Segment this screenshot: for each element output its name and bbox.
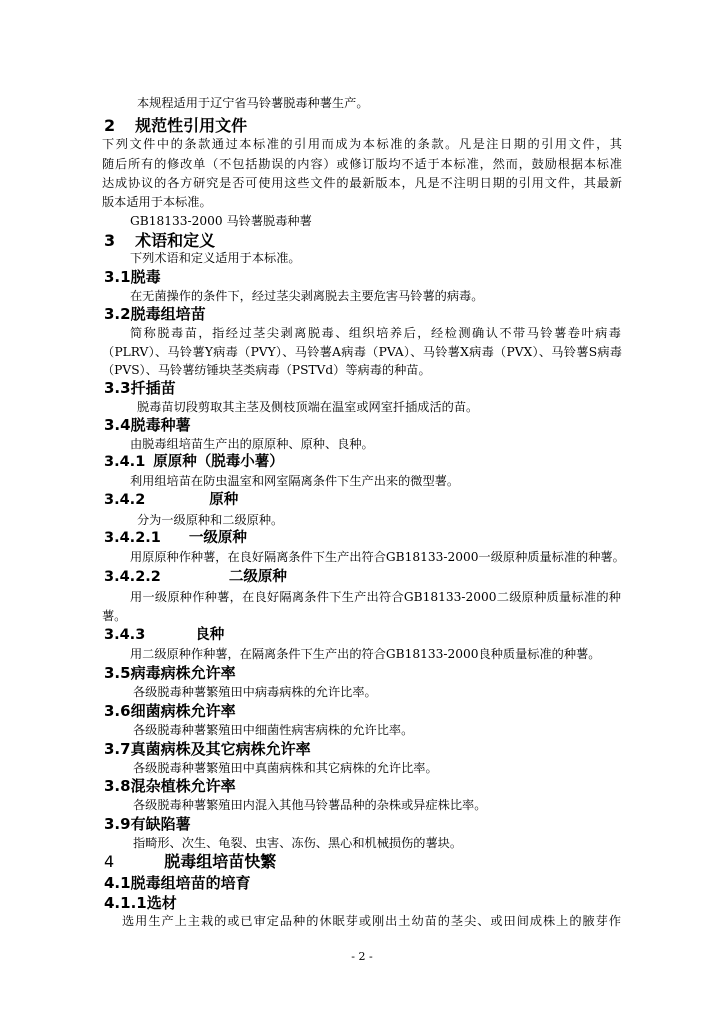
term-definition: 指畸形、次生、龟裂、虫害、冻伤、黑心和机械损伤的薯块。 — [133, 836, 463, 850]
term-definition: 用原原种作种薯，在良好隔离条件下生产出符合GB18133-2000一级原种质量标准的种薯。 — [130, 550, 625, 564]
term-heading: 3.6细菌病株允许率 — [104, 702, 236, 720]
term-heading — [104, 453, 284, 472]
term-heading: 3.1脱毒 — [104, 268, 161, 286]
term-heading: 3.5病毒病株允许率 — [104, 664, 236, 682]
paragraph-line: 达成协议的各方研究是否可使用这些文件的最新版本，凡是不注明日期的引用文件，其最新 — [102, 176, 622, 190]
section-title: 脱毒组培苗快繁 — [164, 852, 277, 871]
term-definition: 各级脱毒种薯繁殖田中细菌性病害病株的允许比率。 — [133, 723, 414, 737]
paragraph-line: 选用生产上主栽的或已审定品种的休眠芽或刚出土幼苗的茎尖、或田间成株上的腋芽作 — [122, 914, 621, 928]
section-intro: 下列术语和定义适用于本标准。 — [130, 251, 301, 265]
paragraph-line: 随后所有的修改单（不包括勘误的内容）或修订版均不适于本标准，然而，鼓励根据本标准 — [102, 157, 622, 171]
section-2-heading — [104, 116, 247, 136]
term-number: 3.4.2.2 — [104, 569, 161, 585]
term-definition: 简称脱毒苗，指经过茎尖剥离脱毒、组织培养后，经检测确认不带马铃薯卷叶病毒 — [130, 326, 621, 340]
subsection-heading: 4.1.1选材 — [104, 894, 177, 912]
section-number: 2 — [104, 116, 116, 135]
section-4-heading — [104, 852, 276, 872]
term-number: 3.4.3 — [104, 627, 146, 643]
term-definition: 在无菌操作的条件下，经过茎尖剥离脱去主要危害马铃薯的病毒。 — [130, 289, 484, 303]
term-title: 原种 — [209, 492, 239, 508]
term-heading: 3.4脱毒种薯 — [104, 416, 191, 434]
term-heading: 3.2脱毒组培苗 — [104, 305, 206, 323]
reference-item: GB18133-2000 马铃薯脱毒种薯 — [130, 214, 312, 228]
section-3-heading — [104, 231, 215, 251]
term-definition: 用一级原种作种薯，在良好隔离条件下生产出符合GB18133-2000二级原种质量标准的种 — [130, 590, 621, 604]
term-definition: 脱毒苗切段剪取其主茎及侧枝顶端在温室或网室扦插成活的苗。 — [137, 400, 479, 414]
term-heading — [104, 491, 238, 510]
section-title: 规范性引用文件 — [135, 116, 248, 135]
section-number: 3 — [104, 231, 116, 250]
scope-text: 本规程适用于辽宁省马铃薯脱毒种薯生产。 — [137, 96, 369, 110]
term-heading: 3.9有缺陷薯 — [104, 815, 191, 833]
term-definition: 用二级原种作种薯，在隔离条件下生产出的符合GB18133-2000良种质量标准的种薯。 — [130, 647, 601, 661]
term-title: 原原种（脱毒小薯） — [153, 454, 284, 470]
term-title: 良种 — [195, 627, 225, 643]
section-number: 4 — [104, 852, 115, 871]
term-definition: 各级脱毒种薯繁殖田内混入其他马铃薯品种的杂株或异症株比率。 — [133, 798, 487, 812]
term-definition: 利用组培苗在防虫温室和网室隔离条件下生产出来的微型薯。 — [130, 474, 460, 488]
term-definition: 薯。 — [102, 609, 127, 623]
page-number: - 2 - — [351, 950, 373, 963]
term-definition: （PVS）、马铃薯纺锤块茎类病毒（PSTVd）等病毒的种苗。 — [102, 363, 431, 377]
section-title: 术语和定义 — [135, 231, 216, 250]
term-heading — [104, 626, 224, 645]
term-number: 3.4.2 — [104, 492, 146, 508]
paragraph-line: 版本适用于本标准。 — [102, 195, 212, 209]
term-definition: （PLRV）、马铃薯Y病毒（PVY）、马铃薯A病毒（PVA）、马铃薯X病毒（PVX）、马铃薯S病毒 — [102, 345, 622, 359]
term-definition: 各级脱毒种薯繁殖田中病毒病株的允许比率。 — [133, 685, 377, 699]
term-heading: 3.7真菌病株及其它病株允许率 — [104, 740, 311, 758]
term-heading: 3.8混杂植株允许率 — [104, 777, 236, 795]
term-heading — [104, 529, 247, 548]
term-heading — [104, 568, 287, 587]
subsection-heading: 4.1脱毒组培苗的培育 — [104, 874, 251, 892]
term-definition: 各级脱毒种薯繁殖田中真菌病株和其它病株的允许比率。 — [133, 761, 438, 775]
term-heading: 3.3扦插苗 — [104, 379, 176, 397]
paragraph-line: 下列文件中的条款通过本标准的引用而成为本标准的条款。凡是注日期的引用文件，其 — [102, 137, 622, 151]
term-title: 一级原种 — [188, 530, 247, 546]
term-number: 3.4.2.1 — [104, 530, 161, 546]
term-definition: 由脱毒组培苗生产出的原原种、原种、良种。 — [130, 437, 374, 451]
term-definition: 分为一级原种和二级原种。 — [137, 513, 284, 527]
term-number: 3.4.1 — [104, 454, 146, 470]
term-title: 二级原种 — [228, 569, 287, 585]
